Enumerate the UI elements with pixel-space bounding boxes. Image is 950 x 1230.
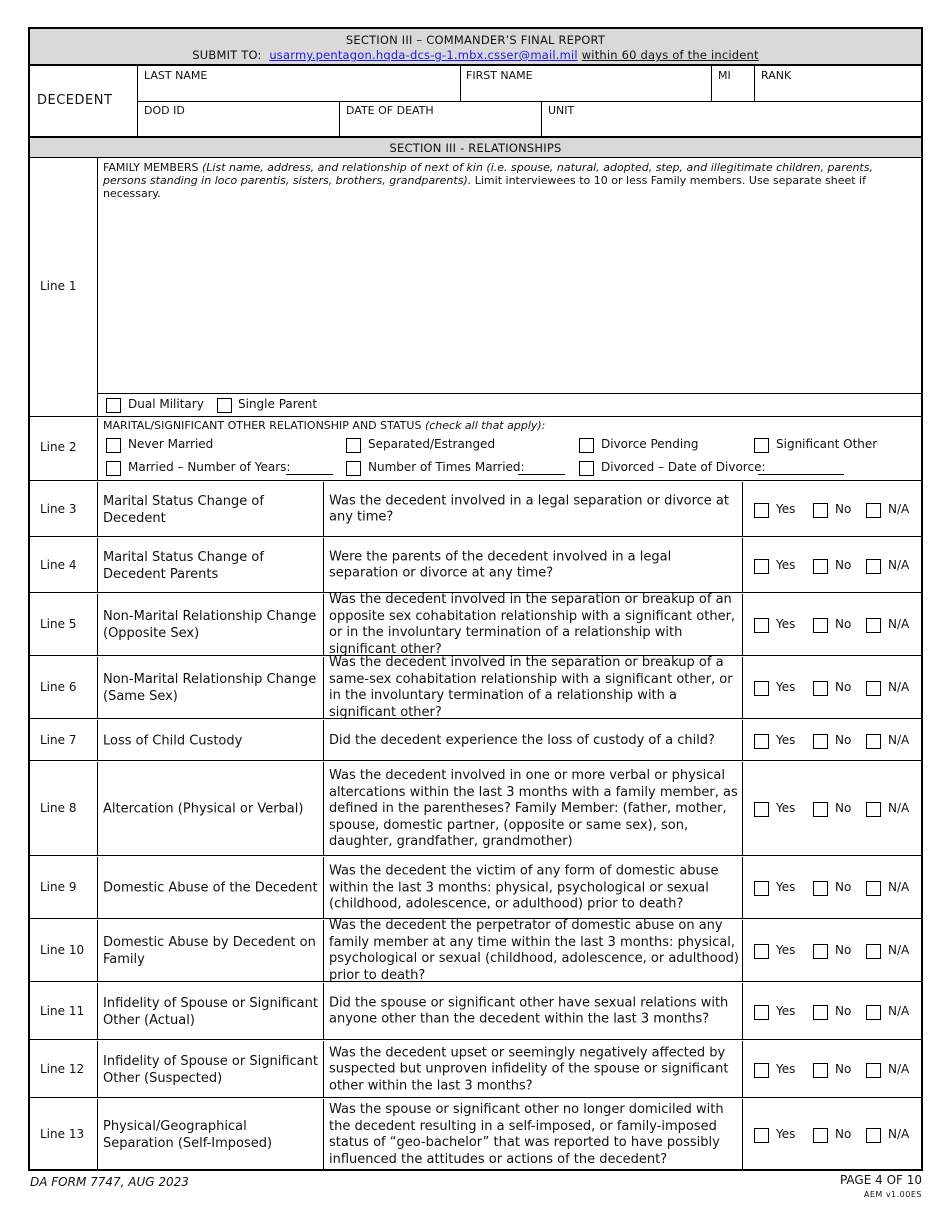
yes-checkbox[interactable] (754, 681, 769, 696)
yes-checkbox[interactable] (754, 734, 769, 749)
submit-prefix: SUBMIT TO: (192, 48, 262, 62)
no-label: No (835, 1127, 852, 1141)
significant-other-label: Significant Other (776, 437, 878, 451)
row-topic: Marital Status Change of Decedent (103, 493, 264, 526)
na-label: N/A (888, 1127, 910, 1141)
no-checkbox[interactable] (813, 1063, 828, 1078)
question-row (30, 482, 921, 537)
mi-field[interactable]: MI (718, 69, 731, 82)
question-row (30, 538, 921, 593)
line2-row (30, 418, 921, 481)
line-number: Line 12 (40, 1061, 85, 1076)
divorced-date-checkbox[interactable] (579, 461, 594, 476)
form-page (28, 27, 923, 1171)
line-number: Line 8 (40, 801, 77, 815)
family-members-textarea[interactable] (98, 192, 921, 392)
single-parent-label: Single Parent (238, 397, 318, 411)
no-checkbox[interactable] (813, 734, 828, 749)
na-checkbox[interactable] (866, 1128, 881, 1143)
row-question: Was the decedent upset or seemingly negatively affected by suspected but unproven infidelity of the spouse or significant other within the last 3 months? (329, 1044, 729, 1093)
row-topic: Altercation (Physical or Verbal) (103, 801, 304, 817)
no-checkbox[interactable] (813, 503, 828, 518)
row-question: Was the decedent involved in the separation or breakup of a same-sex cohabitation relationship with a significant other, or in the involuntary termination of a relationship with a significant other? (329, 655, 733, 720)
na-checkbox[interactable] (866, 802, 881, 817)
na-label: N/A (888, 880, 910, 894)
row-question: Did the decedent experience the loss of custody of a child? (329, 732, 715, 748)
no-label: No (835, 617, 852, 631)
no-checkbox[interactable] (813, 1128, 828, 1143)
line-number: Line 5 (40, 617, 77, 631)
submit-line (30, 48, 921, 62)
question-row (30, 762, 921, 856)
married-years-checkbox[interactable] (106, 461, 121, 476)
no-checkbox[interactable] (813, 944, 828, 959)
marital-status-title (103, 419, 545, 432)
na-checkbox[interactable] (866, 618, 881, 633)
na-checkbox[interactable] (866, 734, 881, 749)
divorce-date-input[interactable] (758, 474, 844, 475)
row-topic: Loss of Child Custody (103, 733, 243, 748)
no-label: No (835, 943, 852, 957)
times-married-checkbox[interactable] (346, 461, 361, 476)
yes-label: Yes (776, 1003, 796, 1018)
yes-label: Yes (776, 617, 796, 631)
married-years-input[interactable] (286, 474, 333, 475)
date-of-death-field[interactable]: DATE OF DEATH (346, 104, 434, 117)
question-row (30, 657, 921, 719)
yes-label: Yes (776, 943, 796, 957)
na-checkbox[interactable] (866, 881, 881, 896)
never-married-checkbox[interactable] (106, 438, 121, 453)
yes-label: Yes (776, 557, 796, 572)
page-number: PAGE 4 OF 10 (839, 1173, 922, 1187)
na-checkbox[interactable] (866, 503, 881, 518)
yes-checkbox[interactable] (754, 944, 769, 959)
row-question: Were the parents of the decedent involved in a legal separation or divorce at any time? (329, 549, 672, 581)
na-label: N/A (888, 943, 910, 957)
yes-label: Yes (776, 1061, 796, 1076)
yes-checkbox[interactable] (754, 1005, 769, 1020)
separated-checkbox[interactable] (346, 438, 361, 453)
row-question: Was the decedent the victim of any form of domestic abuse within the last 3 months: physical, psychological or sexual (childhood, adolescence, or adulthood) prior to death? (329, 863, 719, 912)
yes-checkbox[interactable] (754, 1063, 769, 1078)
times-married-label: Number of Times Married: (368, 460, 525, 474)
row-question: Was the decedent involved in one or more verbal or physical altercations within the last 3 months with a family member, as defined in the parentheses? Family Member: (father, mother, spouse, domestic partner, (opposite or same sex), son, daughter, grandfather, grandmother) (329, 767, 738, 849)
na-label: N/A (888, 617, 910, 631)
last-name-field[interactable]: LAST NAME (144, 69, 208, 82)
na-label: N/A (888, 732, 910, 747)
line-number: Line 7 (40, 732, 77, 747)
row-topic: Infidelity of Spouse or Significant Other (Actual) (103, 995, 318, 1028)
decedent-block (30, 66, 921, 136)
no-label: No (835, 801, 852, 815)
married-years-label: Married – Number of Years: (128, 460, 291, 474)
yes-label: Yes (776, 501, 796, 516)
no-label: No (835, 732, 852, 747)
marital-title-italic: (check all that apply): (424, 419, 546, 432)
row-question: Was the decedent involved in a legal separation or divorce at any time? (329, 493, 729, 525)
significant-other-checkbox[interactable] (754, 438, 769, 453)
no-checkbox[interactable] (813, 881, 828, 896)
no-label: No (835, 557, 852, 572)
no-label: No (835, 1003, 852, 1018)
dual-military-checkbox[interactable] (106, 398, 121, 413)
dual-military-label: Dual Military (128, 397, 204, 411)
line1-row (30, 158, 921, 417)
separated-label: Separated/Estranged (368, 437, 496, 451)
na-checkbox[interactable] (866, 559, 881, 574)
question-row (30, 983, 921, 1040)
times-married-input[interactable] (518, 474, 565, 475)
no-label: No (835, 1061, 852, 1076)
never-married-label: Never Married (128, 437, 214, 451)
question-row (30, 1041, 921, 1098)
line-number: Line 4 (40, 557, 77, 572)
question-row (30, 720, 921, 761)
family-italic: (List name, address, and relationship of next of kin (i.e. spouse, natural, adopted, step, and illegitimate children, parents, persons standing in loco parentis, sisters, brothers, grandparents). (103, 161, 873, 187)
no-label: No (835, 501, 852, 516)
na-label: N/A (888, 1003, 910, 1018)
yes-checkbox[interactable] (754, 559, 769, 574)
na-checkbox[interactable] (866, 681, 881, 696)
relationships-header (30, 136, 921, 158)
form-number: DA FORM 7747, AUG 2023 (30, 1175, 189, 1189)
rank-field[interactable]: RANK (761, 69, 792, 82)
na-label: N/A (888, 501, 910, 516)
row-topic: Non-Marital Relationship Change (Opposite Sex) (103, 609, 317, 641)
yes-label: Yes (776, 732, 796, 747)
first-name-field[interactable]: FIRST NAME (466, 69, 533, 82)
decedent-label: DECEDENT (37, 93, 113, 108)
family-title: FAMILY MEMBERS (103, 161, 199, 174)
na-label: N/A (888, 680, 910, 694)
relationships-title: SECTION III - RELATIONSHIPS (389, 141, 562, 155)
no-checkbox[interactable] (813, 1005, 828, 1020)
yes-label: Yes (776, 680, 796, 694)
family-note: Limit interviewees to 10 or less Family members. Use separate sheet if necessary. (103, 174, 866, 200)
yes-label: Yes (776, 801, 796, 815)
submit-email-link[interactable]: usarmy.pentagon.hqda-dcs-g-1.mbx.csser@mail.mil (269, 48, 578, 62)
row-question: Was the decedent the perpetrator of domestic abuse on any family member at any time within the last 3 months: physical, psychological or sexual (childhood, adolescence, or adulthood) prior to death? (329, 918, 739, 983)
line-number: Line 3 (40, 501, 77, 516)
question-row (30, 1099, 921, 1171)
no-checkbox[interactable] (813, 618, 828, 633)
na-checkbox[interactable] (866, 944, 881, 959)
yes-label: Yes (776, 1127, 796, 1141)
question-row (30, 920, 921, 982)
section-header (30, 29, 921, 66)
line-number: Line 11 (40, 1003, 85, 1018)
row-topic: Marital Status Change of Decedent Parents (103, 549, 264, 582)
marital-title: MARITAL/SIGNIFICANT OTHER RELATIONSHIP AND STATUS (103, 419, 422, 432)
yes-checkbox[interactable] (754, 618, 769, 633)
no-checkbox[interactable] (813, 559, 828, 574)
row-topic: Non-Marital Relationship Change (Same Sex) (103, 672, 317, 704)
single-parent-checkbox[interactable] (217, 398, 232, 413)
line-number: Line 1 (40, 279, 77, 293)
yes-label: Yes (776, 880, 796, 894)
question-row (30, 594, 921, 656)
divorced-date-label: Divorced – Date of Divorce: (601, 460, 766, 474)
na-checkbox[interactable] (866, 1005, 881, 1020)
line-number: Line 10 (40, 943, 85, 957)
yes-checkbox[interactable] (754, 881, 769, 896)
submit-suffix: within 60 days of the incident (581, 48, 759, 62)
divorce-pending-checkbox[interactable] (579, 438, 594, 453)
yes-checkbox[interactable] (754, 1128, 769, 1143)
no-checkbox[interactable] (813, 681, 828, 696)
row-question: Did the spouse or significant other have sexual relations with anyone other than the decedent within the last 3 months? (329, 995, 729, 1027)
na-label: N/A (888, 557, 910, 572)
no-label: No (835, 880, 852, 894)
question-row (30, 857, 921, 919)
row-topic: Domestic Abuse by Decedent on Family (103, 935, 316, 967)
divorce-pending-label: Divorce Pending (601, 437, 699, 451)
no-checkbox[interactable] (813, 802, 828, 817)
row-topic: Domestic Abuse of the Decedent (103, 880, 318, 896)
line-number: Line 2 (40, 440, 77, 454)
row-question: Was the decedent involved in the separation or breakup of an opposite sex cohabitation relationship with a significant other, or in the involuntary termination of a relationship with significant other? (329, 592, 736, 657)
no-label: No (835, 680, 852, 694)
row-topic: Infidelity of Spouse or Significant Other (Suspected) (103, 1053, 318, 1086)
line-number: Line 13 (40, 1127, 85, 1141)
line-number: Line 9 (40, 880, 77, 894)
row-question: Was the spouse or significant other no longer domiciled with the decedent resulting in a self-imposed, or family-imposed status of “geo-bachelor” that was reported to have possibly influenced the attitudes or actions of the decedent? (329, 1102, 724, 1167)
na-label: N/A (888, 801, 910, 815)
form-version: AEM v1.00ES (863, 1190, 922, 1199)
na-label: N/A (888, 1061, 910, 1076)
yes-checkbox[interactable] (754, 802, 769, 817)
yes-checkbox[interactable] (754, 503, 769, 518)
row-topic: Physical/Geographical Separation (Self-Imposed) (103, 1119, 273, 1151)
section-title: SECTION III – COMMANDER’S FINAL REPORT (345, 33, 606, 47)
na-checkbox[interactable] (866, 1063, 881, 1078)
dod-id-field[interactable]: DOD ID (144, 104, 185, 117)
unit-field[interactable]: UNIT (548, 104, 575, 117)
line-number: Line 6 (40, 680, 77, 694)
